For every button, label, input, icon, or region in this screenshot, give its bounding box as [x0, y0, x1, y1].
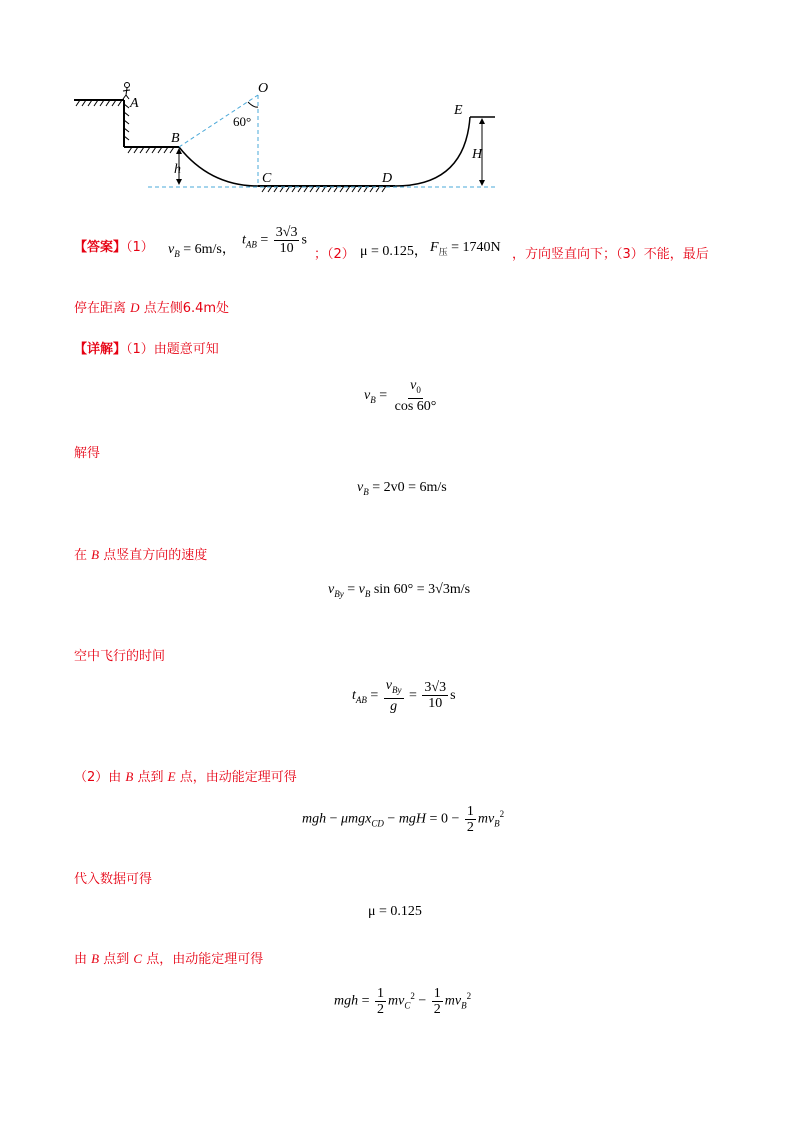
equation-3: $v_{By} = v_B$ sin 60° = 3√3m/s — [328, 582, 471, 599]
label-angle: 60° — [233, 114, 252, 129]
answer-line-2: 停在距离 D 点左侧6.4m处 — [74, 300, 230, 316]
text-substitute: 代入数据可得 — [74, 872, 153, 887]
label-b: B — [171, 131, 180, 146]
label-h: h — [174, 162, 181, 177]
skier-figure — [123, 83, 130, 100]
label-H: H — [472, 147, 483, 162]
equation-2: $v_B = 2v0 = 6m/s$ — [357, 480, 447, 497]
label-d: D — [382, 171, 393, 186]
detail-heading: 【详解】（1）由题意可知 — [74, 342, 219, 357]
label-o: O — [258, 81, 269, 96]
text-flight-time: 空中飞行的时间 — [74, 649, 166, 664]
answer-direction: ，方向竖直向下；（3）不能，最后 — [512, 247, 709, 262]
arc-de — [395, 117, 470, 186]
text-part2: （2）由 B 点到 E 点，由动能定理可得 — [74, 769, 297, 785]
label-c: C — [262, 171, 272, 186]
equation-6: μ = 0.125 — [368, 904, 422, 919]
answer-tag: 【答案】 — [74, 240, 127, 255]
text-jiede: 解得 — [74, 446, 101, 461]
physics-diagram — [70, 78, 510, 196]
answer-tab: $t_{AB}$ = $\frac{3√3}{10}$ s — [242, 225, 307, 256]
equation-4: $t_{AB}$ = $\frac{v_{By}}{g}$ = $\frac{3√3}{10}$ s — [352, 678, 456, 714]
arc-bc — [179, 147, 258, 186]
equation-7: mgh = $\frac{1}{2}$ $mv_C^2$ − $\frac{1}{2}$ $mv_B^2$ — [334, 986, 472, 1017]
answer-force: $F_压 = 1740N$ — [430, 240, 501, 257]
label-a: A — [130, 96, 139, 111]
label-e: E — [454, 103, 463, 118]
answer-line-1: 【答案】（1） — [74, 240, 154, 255]
answer-mu: μ = 0.125， — [360, 244, 428, 259]
text-vertical-speed: 在 B 点竖直方向的速度 — [74, 547, 208, 563]
equation-1: $v_B$ = $\frac{v_0}{\cos 60^\circ}$ — [364, 378, 437, 414]
answer-vb: $v_B = 6m/s$， — [168, 242, 236, 259]
equation-5: mgh − μmgx$_{CD}$ − mgH = 0 − $\frac{1}{2}$ $mv_B^2$ — [302, 804, 505, 835]
text-b-to-c: 由 B 点到 C 点，由动能定理可得 — [74, 951, 264, 967]
angle-arc — [248, 102, 258, 107]
answer-sep1: ；（2） — [314, 247, 355, 262]
